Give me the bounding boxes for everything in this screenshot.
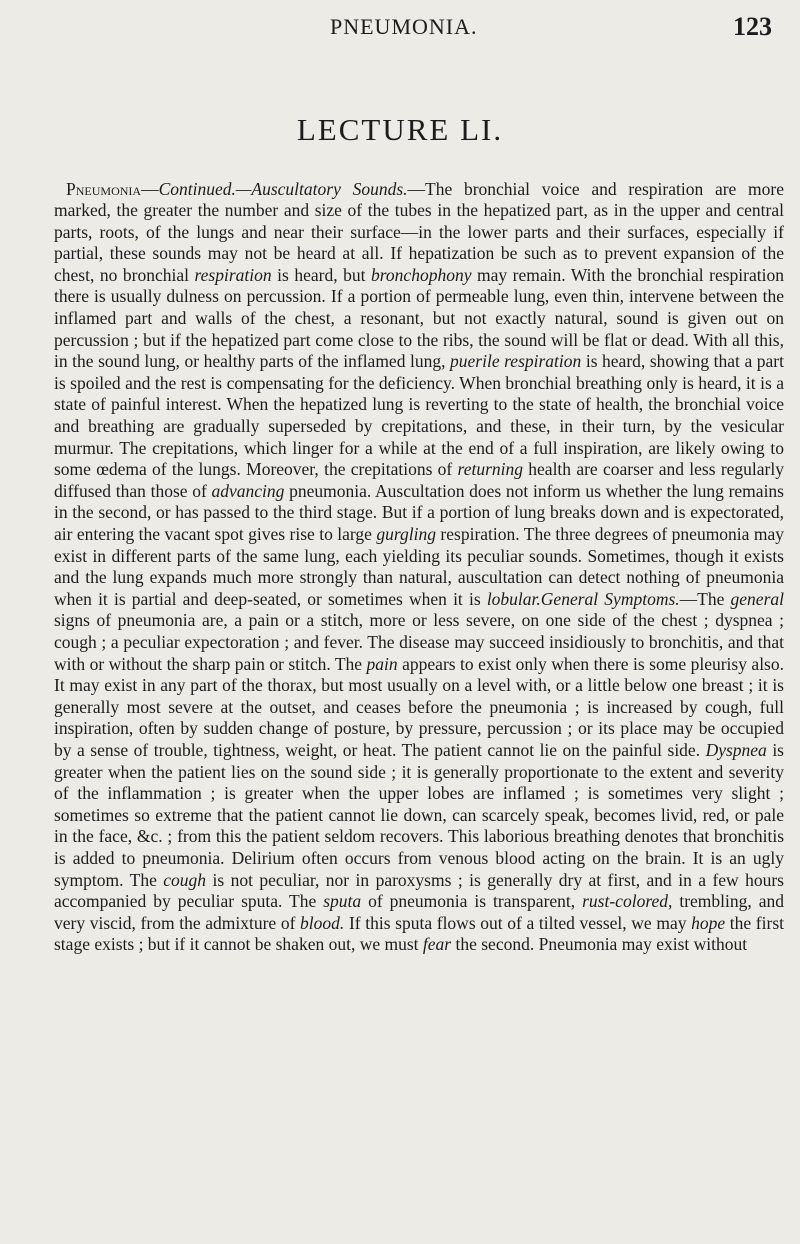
text-run: the first stage exists ; but if it cannot be shaken out, we must (54, 912, 784, 955)
text-run: is greater when the patient lies on the sound side ; it is generally proportionate to the extent and severity of the inflammation ; is greater when the upper lobes are inflamed ; is sometimes very slight ; sometimes so extreme that the patient cannot lie down, can scarcely speak, becomes livid, red, or pale in the face, &c. ; from this the patient seldom recovers. This laborious breathing denotes that bronchitis is added to pneumonia. Delirium often occurs from venous blood acting on the brain. It is an ugly symptom. The (54, 739, 784, 890)
emphasis: respiration (194, 264, 272, 285)
emphasis: bronchophony (371, 264, 472, 285)
subheading-auscultatory-sounds: Continued.—Auscultatory Sounds. (158, 178, 408, 199)
emphasis: gurgling (376, 524, 436, 544)
text-run: If this sputa flows out of a tilted vessel, we may (344, 912, 692, 933)
text-run: of pneumonia is transparent, (361, 891, 583, 912)
text-run: is heard, showing that a part is spoiled and the rest is compensating for the deficiency. When bronchial breathing only is heard, it is a state of painful interest. When the hepatized lung is reverting to the state of health, the bronchial voice and breathing are gradually superseded by crepitations, and these, in their turn, by the vesicular murmur. The crepitations, which linger for a while at the end of a full inspiration, are likely owing to some œdema of the lungs. Moreover, the crepitations of (54, 351, 784, 480)
text-run: —The (679, 588, 731, 609)
emphasis: fear (422, 934, 452, 955)
text-run: — (141, 178, 159, 199)
emphasis: lobular. (486, 588, 541, 609)
emphasis: blood. (300, 912, 345, 933)
emphasis: Dyspnea (705, 739, 767, 760)
text-run: health are coarser and less regularly diffused than those of (54, 459, 785, 501)
text-run: is not peculiar, nor in paroxysms ; is generally dry at first, and in a few hours accompanied by peculiar sputa. The (54, 869, 784, 912)
text-run: General Symptoms. (540, 588, 680, 609)
emphasis: cough (163, 869, 207, 890)
text-run: is heard, but (271, 264, 372, 285)
text-run: the second. Pneumonia may exist without (451, 934, 748, 955)
text-run: signs of pneumonia are, a pain or a stitch, more or less severe, on one side of the chest ; dyspnea ; cough ; a peculiar expectoration ; and fever. The disease may succeed insidiously to bronchitis, and that with or without the sharp pain or stitch. The (54, 610, 784, 674)
body-paragraph (54, 179, 784, 956)
page-number: 123 (733, 12, 772, 41)
emphasis: rust-colored, (582, 891, 673, 912)
text-run: pneumonia. Auscultation does not inform us whether the lung remains in the second, or has passed to the third stage. But if a portion of lung breaks down and is expectorated, air entering the vacant spot gives rise to large (54, 480, 784, 544)
running-head (0, 14, 800, 44)
emphasis: advancing (211, 480, 285, 501)
topic-word: Pneumonia (66, 178, 142, 199)
emphasis: general (730, 588, 784, 609)
emphasis: puerile respiration (450, 351, 582, 372)
emphasis: sputa (323, 891, 362, 912)
emphasis: pain (366, 653, 398, 674)
text-run: —The bronchial voice and respiration are more marked, the greater the number and size of the tubes in the hepatized part, as in the upper and central parts, roots, of the lungs and near their surface—in the lower parts and their surfaces, especially if partial, these sounds may not be heard at all. If hepatization be such as to prevent expansion of the chest, no bronchial (54, 178, 784, 285)
text-run: respiration. The three degrees of pneumonia may exist in different parts of the same lung, each yielding its peculiar sounds. Sometimes, though it exists and the lung expands much more strongly than natural, auscultation can detect nothing of pneumonia when it is partial and deep-seated, or sometimes when it is (54, 524, 784, 609)
text-run: appears to exist only when there is some pleurisy also. It may exist in any part of the thorax, but most usually on a level with, or a little below one breast ; it is generally most severe at the outset, and ceases before the pneumonia ; is increased by cough, full inspiration, often by sudden change of posture, by pressure, percussion ; or its place may be occupied by a sense of trouble, tightness, weight, or heat. The patient cannot lie on the painful side. (54, 653, 784, 760)
text-run: trembling, and very viscid, from the admixture of (54, 891, 784, 933)
running-title: PNEUMONIA. (330, 14, 478, 39)
emphasis: returning (457, 459, 523, 480)
lecture-title: LECTURE LI. (296, 112, 504, 147)
text-run: may remain. With the bronchial respiration there is usually dulness on percussion. If a portion of permeable lung, even thin, intervene between the inflamed part and walls of the chest, a resonant, but not exactly natural, sound is given out on percussion ; but if the hepatized part come close to the ribs, the sound will be flat or dead. With all this, in the sound lung, or healthy parts of the inflamed lung, (54, 264, 784, 372)
emphasis: hope (691, 912, 726, 933)
